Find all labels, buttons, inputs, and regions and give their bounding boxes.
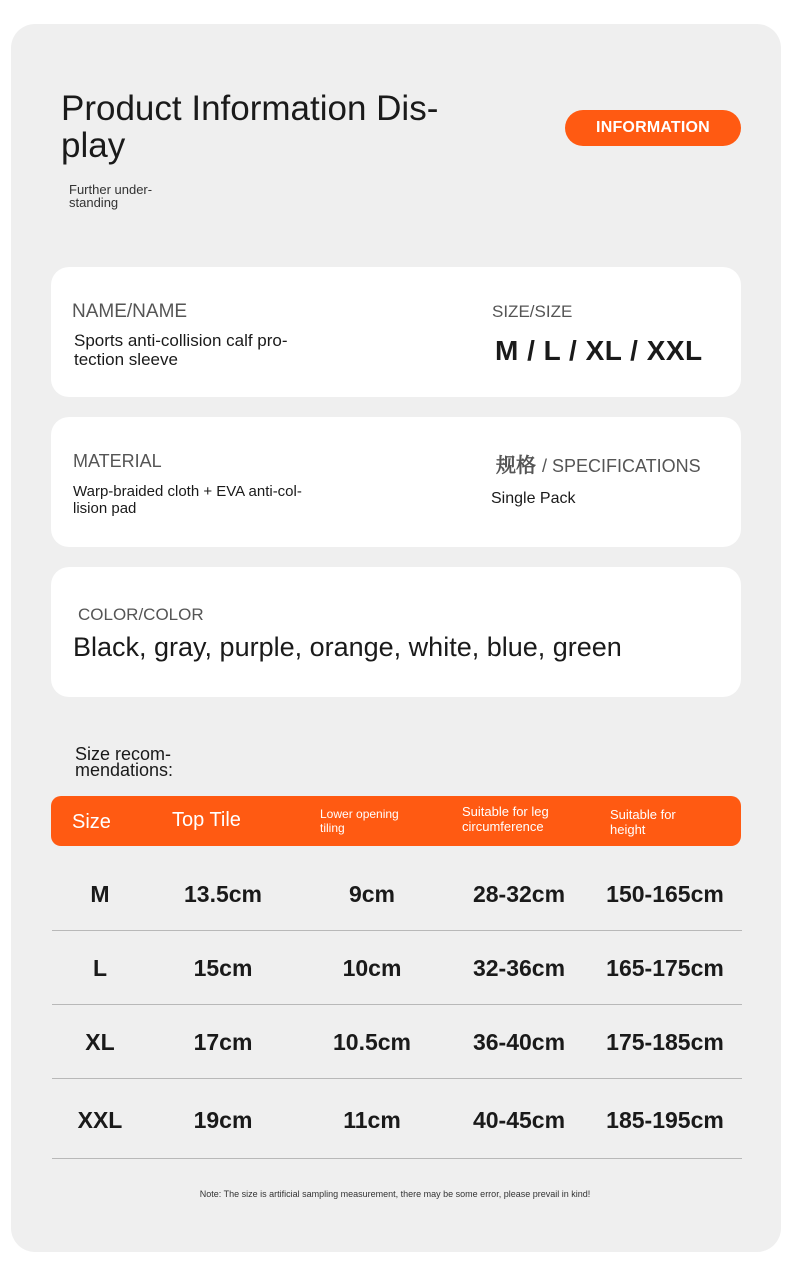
name-label: NAME/NAME — [72, 301, 188, 322]
lower-opening-cell: 10cm — [342, 955, 402, 981]
size-cell: L — [92, 955, 108, 981]
leg-circumference-cell: 40-45cm — [472, 1107, 566, 1133]
height-cell: 150-165cm — [606, 881, 724, 907]
page-subtitle: Further under- standing — [69, 182, 153, 210]
size-recommendations-heading: Size recom- mendations: — [75, 744, 174, 780]
page-title: Product Information Dis- play — [61, 89, 439, 165]
size-cell: M — [90, 881, 110, 907]
column-header-height: Suitable for height — [610, 807, 676, 837]
height-cell: 175-185cm — [606, 1029, 724, 1055]
size-cell: XL — [85, 1029, 115, 1055]
top-tile-cell: 19cm — [193, 1107, 253, 1133]
top-tile-cell: 13.5cm — [183, 881, 262, 907]
table-row — [52, 1081, 742, 1159]
leg-circumference-cell: 28-32cm — [472, 881, 566, 907]
table-row — [52, 1005, 742, 1079]
name-size-card — [51, 267, 741, 397]
specifications-label-en: / SPECIFICATIONS — [542, 456, 701, 476]
table-row — [52, 931, 742, 1005]
lower-opening-cell: 10.5cm — [332, 1029, 411, 1055]
color-value: Black, gray, purple, orange, white, blue, green — [73, 632, 622, 662]
size-cell: XXL — [77, 1107, 123, 1133]
color-label: COLOR/COLOR — [78, 605, 204, 624]
size-label: SIZE/SIZE — [492, 302, 573, 321]
size-table-header — [51, 796, 741, 846]
size-note: Note: The size is artificial sampling measurement, there may be some error, please prevail in kind! — [199, 1189, 591, 1199]
specifications-value: Single Pack — [491, 490, 576, 507]
height-cell: 165-175cm — [606, 955, 724, 981]
column-header-lower-opening: Lower opening tiling — [320, 807, 399, 835]
column-header-size: Size — [72, 811, 111, 833]
material-spec-card — [51, 417, 741, 547]
column-header-leg-circumference: Suitable for leg circumference — [462, 804, 549, 834]
specifications-label — [496, 449, 701, 478]
column-header-top-tile: Top Tile — [172, 809, 241, 831]
name-value: Sports anti-collision calf pro- tection sleeve — [74, 331, 288, 369]
specifications-label-zh: 规格 — [496, 455, 536, 477]
leg-circumference-cell: 32-36cm — [472, 955, 566, 981]
table-row — [52, 857, 742, 931]
information-badge: INFORMATION — [565, 110, 741, 146]
top-tile-cell: 15cm — [193, 955, 253, 981]
lower-opening-cell: 11cm — [343, 1107, 401, 1133]
size-value: M / L / XL / XXL — [495, 335, 703, 366]
material-label: MATERIAL — [73, 451, 162, 471]
color-card — [51, 567, 741, 697]
top-tile-cell: 17cm — [193, 1029, 253, 1055]
lower-opening-cell: 9cm — [348, 881, 396, 907]
height-cell: 185-195cm — [606, 1107, 724, 1133]
material-value: Warp-braided cloth + EVA anti-col- lision pad — [73, 483, 302, 517]
leg-circumference-cell: 36-40cm — [472, 1029, 566, 1055]
